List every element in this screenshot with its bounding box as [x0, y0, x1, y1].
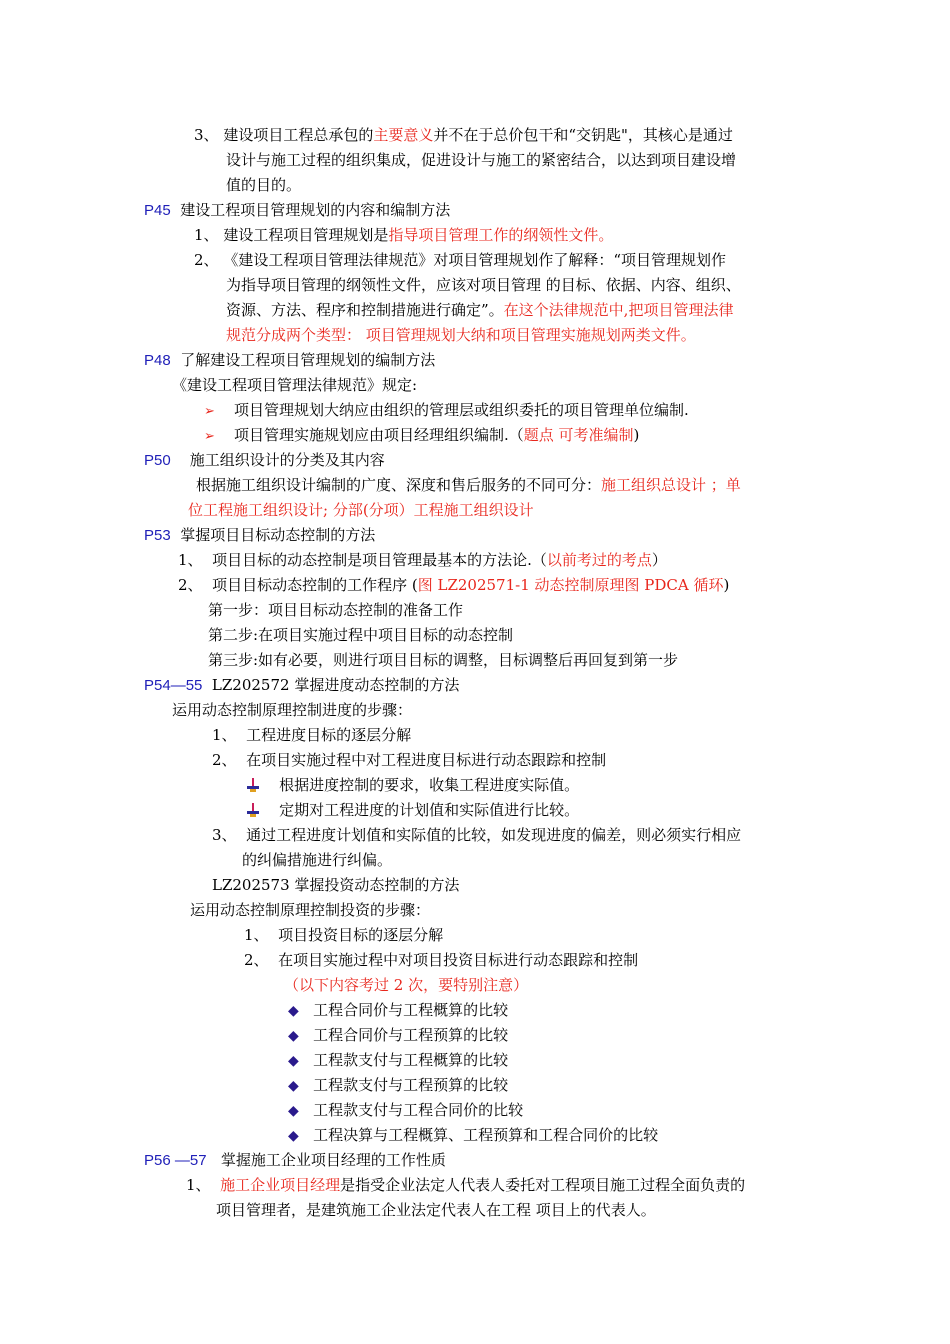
list-item: 1、 施工企业项目经理是指受企业法定人代表人委托对工程项目施工过程全面负责的: [186, 1176, 746, 1194]
text-line: 运用动态控制原理控制进度的步骤：: [172, 701, 413, 719]
section-heading: P48 了解建设工程项目管理规划的编制方法: [144, 351, 436, 369]
page-ref: P48: [144, 352, 171, 369]
list-item: 1、 项目目标的动态控制是项目管理最基本的方法论.（以前考过的考点）: [178, 551, 667, 569]
text-line: 《建设工程项目管理法律规范》规定:: [172, 376, 418, 394]
text-line: 第二步:在项目实施过程中项目目标的动态控制: [208, 626, 514, 644]
highlight-text: 以前考过的考点: [546, 551, 652, 569]
red-arrow-bullet-icon: ➢: [204, 429, 215, 444]
diamond-bullet-icon: ◆: [288, 1053, 299, 1069]
page-ref: P53: [144, 527, 171, 544]
text-line: 第三步:如有必要，则进行项目目标的调整，目标调整后再回复到第一步: [208, 651, 679, 669]
highlight-text: 施工企业项目经理: [220, 1176, 341, 1194]
text-line: 值的目的。: [226, 176, 302, 194]
bullet-item: 定期对工程进度的计划值和实际值进行比较。: [246, 800, 579, 820]
highlight-text: 规范分成两个类型： 项目管理规划大纳和项目管理实施规划两类文件。: [226, 326, 696, 344]
highlight-text: 题点 可考准编制: [523, 426, 634, 444]
text-line: 第一步：项目目标动态控制的准备工作: [208, 601, 464, 619]
highlight-text: 在这个法律规范中,把项目管理法律: [503, 301, 734, 319]
bullet-item: ◆ 工程款支付与工程预算的比较: [288, 1076, 509, 1094]
bullet-item: ◆ 工程合同价与工程预算的比较: [288, 1026, 509, 1044]
highlight-text: 位工程施工组织设计; 分部(分项）工程施工组织设计: [188, 501, 534, 519]
diamond-bullet-icon: ◆: [288, 1103, 299, 1119]
diamond-bullet-icon: ◆: [288, 1028, 299, 1044]
list-item: 3、 通过工程进度计划值和实际值的比较，如发现进度的偏差，则必须实行相应: [212, 826, 742, 844]
highlight-text: 主要意义: [373, 126, 434, 144]
text-line: 为指导项目管理的纲领性文件，应该对项目管理 的目标、依据、内容、组织、: [226, 276, 741, 294]
list-item: 1、 项目投资目标的逐层分解: [244, 926, 444, 944]
section-heading: P56 —57 掌握施工企业项目经理的工作性质: [144, 1151, 446, 1169]
text-line: 项目管理者，是建筑施工企业法定代表人在工程 项目上的代表人。: [216, 1201, 656, 1219]
list-item: 2、 在项目实施过程中对项目投资目标进行动态跟踪和控制: [244, 951, 639, 969]
list-item: 1、 工程进度目标的逐层分解: [212, 726, 412, 744]
highlight-text: 图 LZ202571-1 动态控制原理图 PDCA 循环: [417, 576, 724, 594]
diamond-bullet-icon: ◆: [288, 1003, 299, 1019]
list-item: 2、 项目目标动态控制的工作程序 (图 LZ202571-1 动态控制原理图 PDCA 循环): [178, 576, 730, 594]
bullet-item: ➢ 项目管理实施规划应由项目经理组织编制.（题点 可考准编制): [204, 425, 639, 445]
page-ref: P54—55: [144, 677, 203, 694]
list-item: 3、 建设项目工程总承包的主要意义并不在于总价包干和“交钥匙"，其核心是通过: [194, 126, 733, 144]
red-arrow-bullet-icon: ➢: [204, 404, 215, 419]
list-item: 1、 建设工程项目管理规划是指导项目管理工作的纲领性文件。: [194, 226, 614, 244]
list-item: 2、 《建设工程项目管理法律规范》对项目管理规划作了解释：“项目管理规划作: [194, 251, 727, 269]
page-ref: P45: [144, 202, 171, 219]
text-line: 运用动态控制原理控制投资的步骤：: [190, 901, 431, 919]
list-item: 2、 在项目实施过程中对工程进度目标进行动态跟踪和控制: [212, 751, 607, 769]
page-ref: P50: [144, 452, 171, 469]
bullet-item: ◆ 工程款支付与工程合同价的比较: [288, 1101, 524, 1119]
text-line: 根据施工组织设计编制的广度、深度和售后服务的不同可分：施工组织总设计 ；单: [196, 476, 741, 494]
diamond-bullet-icon: ◆: [288, 1128, 299, 1144]
bullet-item: ◆ 工程决算与工程概算、工程预算和工程合同价的比较: [288, 1126, 659, 1144]
text-line: 资源、方法、程序和控制措施进行确定”。在这个法律规范中,把项目管理法律: [226, 301, 734, 319]
text-line: 的纠偏措施进行纠偏。: [242, 851, 393, 869]
section-heading: P45 建设工程项目管理规划的内容和编制方法: [144, 201, 451, 219]
bullet-item: ◆ 工程合同价与工程概算的比较: [288, 1001, 509, 1019]
section-heading: P53 掌握项目目标动态控制的方法: [144, 526, 376, 544]
page-ref: P56 —57: [144, 1152, 207, 1169]
diamond-bullet-icon: ◆: [288, 1078, 299, 1094]
bullet-item: 根据进度控制的要求，收集工程进度实际值。: [246, 775, 579, 795]
subsection-heading: LZ202573 掌握投资动态控制的方法: [212, 876, 460, 894]
highlight-text: 指导项目管理工作的纲领性文件。: [388, 226, 614, 244]
pin-bullet-icon: [246, 778, 260, 792]
text-line: 设计与施工过程的组织集成，促进设计与施工的紧密结合，以达到项目建设增: [226, 151, 737, 169]
pin-bullet-icon: [246, 803, 260, 817]
highlight-text: （以下内容考过 2 次，要特别注意）: [284, 976, 529, 994]
bullet-item: ◆ 工程款支付与工程概算的比较: [288, 1051, 509, 1069]
bullet-item: ➢ 项目管理规划大纳应由组织的管理层或组织委托的项目管理单位编制.: [204, 400, 689, 420]
section-heading: P54—55 LZ202572 掌握进度动态控制的方法: [144, 676, 460, 694]
section-heading: P50 施工组织设计的分类及其内容: [144, 451, 385, 469]
highlight-text: 施工组织总设计 ；单: [601, 476, 741, 494]
